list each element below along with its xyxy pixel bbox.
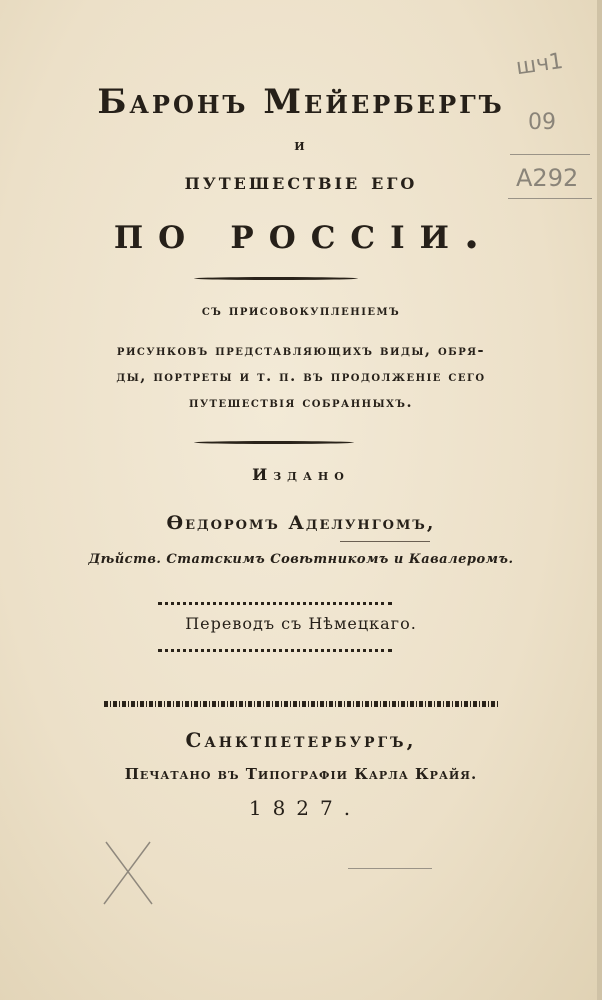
library-mark: А292 [516, 164, 579, 192]
title-line-russia: по россіи. [113, 208, 495, 259]
description-line: рисунковъ представляющихъ виды, обря- [116, 342, 486, 359]
translation-note: Переводъ съ Нѣмецкаго. [185, 614, 417, 633]
ornament-dotted-rule [158, 602, 392, 605]
title-line-travel: путешествіе его [184, 168, 418, 195]
title-line-conjunction: и [294, 136, 308, 154]
published-label: Издано [252, 465, 350, 484]
publication-city: Санктпетербургъ, [185, 728, 417, 752]
printing-house: Печатано въ Типографіи Карла Крайя. [124, 765, 478, 783]
pencil-rule [510, 154, 590, 155]
pencil-rule [348, 868, 432, 869]
library-mark: 09 [528, 110, 556, 135]
ornament-double-rule [104, 701, 498, 707]
editor-name-underline [340, 541, 430, 542]
divider-rule [194, 441, 354, 444]
description-line: ды, портреты и т. п. въ продолженіе сего [116, 368, 486, 385]
title-line-baron: Баронъ Мейербергъ [97, 82, 505, 122]
ornament-dotted-rule [158, 649, 392, 652]
library-mark: шч1 [514, 48, 565, 81]
divider-rule [194, 277, 358, 280]
description-line: путешествія собранныхъ. [189, 394, 413, 411]
pencil-x-mark [100, 838, 158, 908]
publication-year: 1827. [248, 796, 362, 820]
editor-rank: Дѣйств. Статскимъ Совѣтникомъ и Кавалеромъ. [88, 552, 514, 567]
editor-name: Ѳедоромъ Аделунгомъ, [166, 512, 436, 534]
pencil-rule [508, 198, 592, 199]
description-line: съ присовокупленіемъ [201, 302, 401, 319]
